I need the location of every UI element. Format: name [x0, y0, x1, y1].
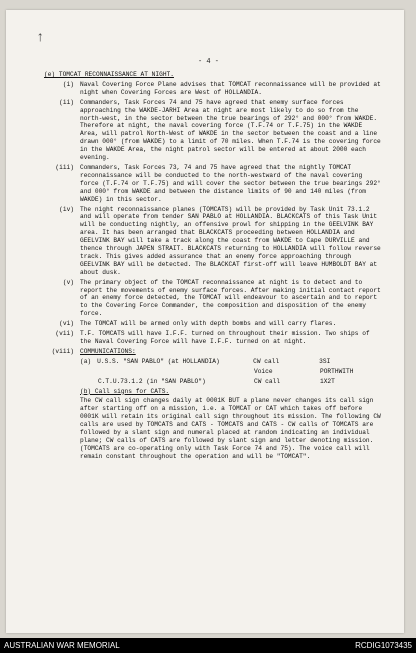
paragraph-number: (ii): [59, 98, 74, 106]
sub-label: (a): [80, 357, 92, 365]
call-unit: C.T.U.73.1.2 (in "SAN PABLO"): [98, 377, 206, 385]
paragraph-text: Commanders, Task Forces 74 and 75 have agreed that enemy surface forces approaching the WAKDE-JARHI Area at night are most likely to do so from the north-west, in the sector between the true bearings of 292° and 000° from WAKDE. Therefore at night, the naval covering force (T.F.74 or T.F.75) in the WAKDE Area, will patrol North-West of WAKDE in the sector between the coast and a line drawn 000° (from WAKDE) to a limit of 70 miles. When T.F.74 is the covering force in the WAKDE Area, the night patrol sector will be entered at about 2000 each evening.: [80, 98, 381, 162]
paragraph-text: The primary object of the TOMCAT reconnaissance at night is to detect and to report the movements of enemy surface forces. After making initial contact report of an enemy force detected, the TOMCAT will endeavour to ascertain and to report to the Covering Force Commander, the composition and disposition of the enemy force.: [80, 278, 381, 318]
call-kind: Voice: [254, 367, 273, 375]
subsection-title: (b) Call signs for CATS.: [80, 387, 170, 395]
paragraph-number: (vi): [59, 320, 74, 328]
call-sign: 1X2T: [320, 377, 335, 385]
paragraph-text: The TOMCAT will be armed only with depth bombs and will carry flares.: [80, 320, 337, 328]
call-sign: PORTHWITH: [320, 367, 354, 375]
call-unit: [98, 368, 248, 376]
paragraph-text: Naval Covering Force Plane advises that TOMCAT reconnaissance will be provided at night when Covering Forces are West of HOLLANDIA.: [80, 80, 381, 96]
subsection-text: The CW call sign changes daily at 0001K BUT a plane never changes its call sign after starting off on a mission, i.e. a TOMCAT or CAT which takes off before 0001K will retain its original call sign throughout its mission. The following CW calls are used by TOMCATS and CATS - TOMCATS and CATS - CW calls of TOMCATS are followed by a slant sign and numeral placed at random indicating an individual plane; CW calls of CATS are followed by slant sign and letter denoting mission. (TOMCATS are co-operating only with Task Force 74 and 75). The voice call will remain constant throughout the operation and will be "TOMCAT".: [80, 397, 381, 460]
paragraph-text: The night reconnaissance planes (TOMCATS) will be provided by Task Unit 73.1.2 and will operate from tender SAN PABLO at HOLLANDIA. BLACKCATS of this Task Unit will be conducting nightly, an offensive prowl for shipping in the GEELVINK BAY area. It has been arranged that BLACKCATS proceeding between HOLLANDIA and GEELVINK BAY will take a track along the coast from WAKDE to Cape DURVILLE and thence through JAPEN STRAIT. BLACKCATS returning to HOLLANDIA will follow reverse track. This gives added assurance that an enemy force approaching through GEELVINK BAY will be detected. The BLACKCAT first-off will leave HUMBOLDT BAY at about dusk.: [80, 205, 381, 276]
paragraph-i: [44, 81, 384, 97]
paragraph-number: (iv): [59, 205, 74, 213]
paragraph-iii: [44, 164, 384, 204]
page-number: - 4 -: [198, 58, 220, 66]
paragraph-vi: [44, 320, 384, 328]
archive-footer: [0, 638, 416, 653]
paragraph-number: (vii): [55, 330, 74, 338]
paragraph-vii: [44, 330, 384, 346]
paragraph-viii: [44, 348, 384, 356]
paragraph-iv: [44, 206, 384, 277]
paragraph-ii: [44, 99, 384, 162]
paragraph-v: [44, 279, 384, 319]
paragraph-text: COMMUNICATIONS:: [80, 347, 136, 355]
call-row: [80, 378, 384, 386]
paragraph-text: Commanders, Task Forces 73, 74 and 75 have agreed that the nightly TOMCAT reconnaissance will be conducted to the north-westward of the naval covering force (T.F.74 or T.F.75) and will cover the sector between the true bearings 292° and 000° from WAKDE and between the distance limits of 90 and 140 miles (from WAKDE) in this sector.: [80, 163, 381, 203]
section-title: (e) TOMCAT RECONNAISSANCE AT NIGHT.: [44, 71, 174, 78]
call-kind: CW call: [254, 377, 280, 385]
call-row: [80, 368, 384, 376]
call-kind: CW call: [253, 357, 280, 365]
communications-block: [44, 358, 384, 461]
call-row: [80, 358, 384, 366]
paragraph-number: (iii): [55, 163, 74, 171]
archive-id: RCDIG1073435: [355, 641, 412, 650]
call-unit: U.S.S. "SAN PABLO" (at HOLLANDIA): [97, 357, 220, 365]
paragraph-number: (viii): [51, 347, 74, 355]
corner-mark: ↑: [36, 30, 45, 46]
archive-name: AUSTRALIAN WAR MEMORIAL: [4, 641, 120, 650]
paragraph-number: (i): [62, 80, 74, 88]
paragraph-text: T.F. TOMCATS will have I.F.F. turned on throughout their mission. Two ships of the Naval Covering Force will have I.F.F. turned on at night.: [80, 330, 370, 345]
call-sign: 3SI: [319, 357, 331, 365]
paragraph-number: (v): [62, 278, 74, 286]
document-body: [44, 71, 384, 463]
